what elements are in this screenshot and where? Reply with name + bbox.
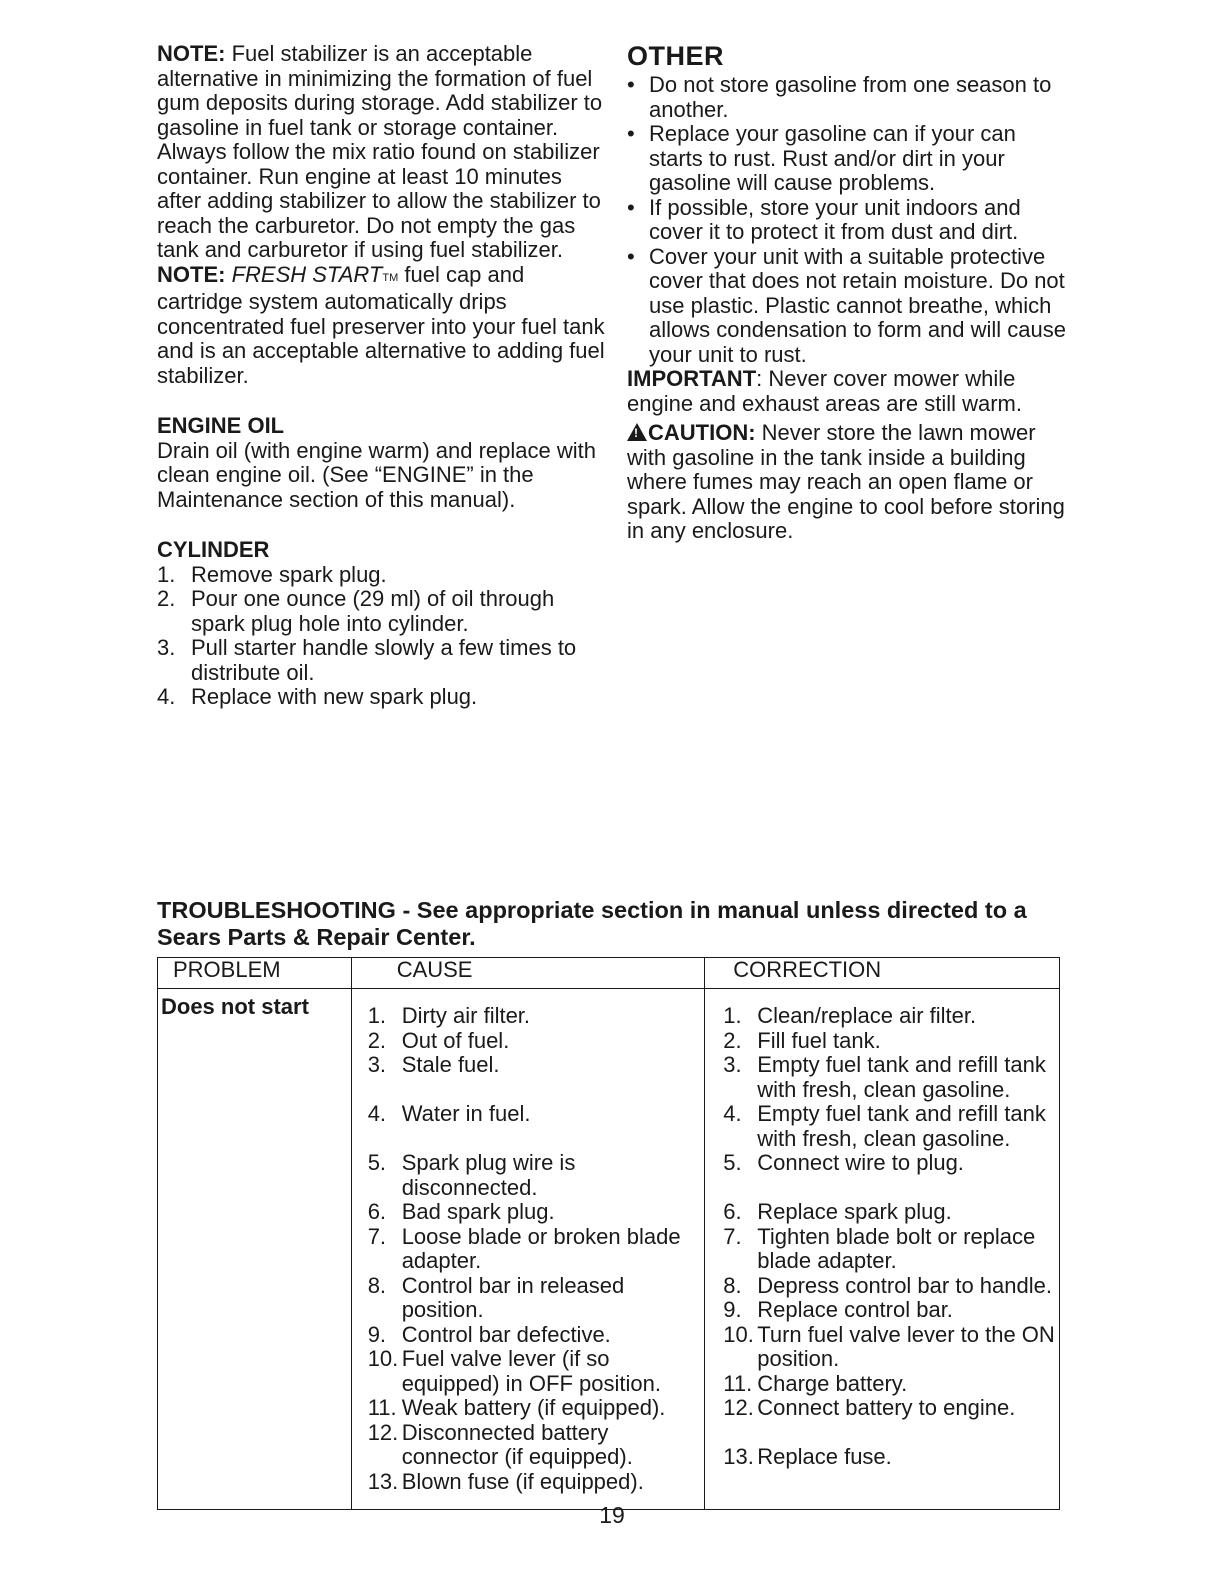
- list-item: [368, 1323, 705, 1348]
- item-number: 10.: [723, 1321, 754, 1347]
- list-item: [627, 73, 1067, 122]
- list-item: [723, 1445, 1059, 1470]
- item-number: 13.: [723, 1444, 754, 1469]
- list-item: [723, 1372, 1059, 1397]
- spacer: [368, 1127, 705, 1152]
- left-column: [157, 42, 607, 710]
- spacer: [723, 1176, 1059, 1201]
- caution-text: Never store the lawn mower with gasoline in the tank inside a building where fumes may reach an open flame or spark. Allow the engine to cool before storing in any enclosure.: [627, 420, 1065, 543]
- note-text: fuel cap and cartridge system automatically drips concentrated fuel preserver into your fuel tank and is an acceptable alternative to adding fuel stabilizer.: [157, 261, 605, 388]
- list-item: [368, 1029, 705, 1054]
- bullet-text: Replace your gasoline can if your can starts to rust. Rust and/or dirt in your gasoline will cause problems.: [649, 121, 1016, 195]
- trademark-mark: TM: [382, 271, 399, 284]
- spacer: [723, 1421, 1059, 1446]
- list-item: [368, 1053, 705, 1078]
- page-number: 19: [599, 1502, 625, 1528]
- item-text: Tighten blade bolt or replace blade adapter.: [757, 1223, 1036, 1273]
- item-text: Stale fuel.: [401, 1052, 500, 1077]
- list-item: [368, 1225, 705, 1274]
- item-text: Dirty air filter.: [401, 1003, 531, 1028]
- step-text: Pour one ounce (29 ml) of oil through spark plug hole into cylinder.: [191, 586, 555, 636]
- important-label: IMPORTANT: [627, 366, 757, 391]
- fresh-start-note: [157, 263, 607, 389]
- cause-header: CAUSE: [351, 958, 705, 989]
- item-text: Empty fuel tank and refill tank with fresh, clean gasoline.: [757, 1052, 1046, 1102]
- item-number: 12.: [367, 1419, 399, 1445]
- item-text: Replace spark plug.: [757, 1199, 952, 1224]
- step-text: Remove spark plug.: [191, 561, 387, 587]
- causes-list: [368, 1004, 705, 1494]
- item-text: Disconnected battery connector (if equipped).: [401, 1419, 633, 1469]
- list-item: [368, 1421, 705, 1470]
- note-label: NOTE:: [157, 261, 226, 287]
- item-text: Weak battery (if equipped).: [401, 1395, 666, 1420]
- item-text: Depress control bar to handle.: [757, 1272, 1052, 1298]
- item-number: 5.: [723, 1150, 742, 1175]
- list-item: [723, 1298, 1059, 1323]
- item-number: 11.: [367, 1395, 397, 1420]
- troubleshooting-title: TROUBLESHOOTING - See appropriate section in manual unless directed to a Sears Parts & Repair Center.: [157, 897, 1027, 950]
- item-number: 4.: [723, 1101, 742, 1126]
- item-text: Clean/replace air filter.: [757, 1003, 977, 1028]
- item-number: 8.: [367, 1272, 387, 1298]
- list-item: [723, 1151, 1059, 1176]
- item-number: 9.: [723, 1297, 742, 1322]
- list-item: [723, 1200, 1059, 1225]
- item-number: 10.: [367, 1346, 399, 1371]
- note-text: Fuel stabilizer is an acceptable alternative in minimizing the formation of fuel gum deposits during storage. Add stabilizer to gasoline in fuel tank or storage container. Always follow the mix ratio found on stabilizer container. Run engine at least 10 minutes after adding stabilizer to allow the stabilizer to reach the carburetor. Do not empty the gas tank and carburetor if using fuel stabilizer.: [157, 41, 603, 262]
- right-column: [627, 42, 1067, 544]
- important-text: : Never cover mower while engine and exhaust areas are still warm.: [627, 366, 1022, 416]
- item-text: Fuel valve lever (if so equipped) in OFF position.: [401, 1346, 661, 1396]
- item-text: Charge battery.: [757, 1370, 908, 1396]
- step-text: Pull starter handle slowly a few times to distribute oil.: [191, 635, 577, 685]
- problem-cell: Does not start: [158, 989, 352, 1510]
- item-number: 8.: [723, 1272, 742, 1298]
- cylinder-heading: CYLINDER: [157, 537, 270, 562]
- step-number: 1.: [157, 561, 176, 587]
- list-item: [627, 122, 1067, 196]
- item-number: 7.: [723, 1223, 742, 1249]
- item-text: Turn fuel valve lever to the ON position.: [757, 1321, 1055, 1371]
- item-text: Empty fuel tank and refill tank with fresh, clean gasoline.: [757, 1101, 1046, 1151]
- item-number: 12.: [723, 1395, 754, 1420]
- item-number: 1.: [723, 1003, 742, 1028]
- list-item: [723, 1004, 1059, 1029]
- item-number: 2.: [367, 1027, 387, 1053]
- other-bullets: [627, 73, 1067, 367]
- list-item: [368, 1347, 705, 1396]
- list-item: [627, 245, 1067, 368]
- list-item: [157, 685, 607, 710]
- spacer: [368, 1078, 705, 1103]
- item-text: Replace control bar.: [757, 1297, 953, 1322]
- list-item: [723, 1225, 1059, 1274]
- list-item: [723, 1396, 1059, 1421]
- step-number: 2.: [157, 586, 176, 611]
- item-number: 11.: [723, 1370, 753, 1396]
- bullet-icon: •: [627, 72, 635, 97]
- list-item: [723, 1102, 1059, 1151]
- list-item: [368, 1396, 705, 1421]
- item-number: 6.: [367, 1199, 387, 1224]
- item-text: Blown fuse (if equipped).: [401, 1468, 644, 1494]
- item-text: Out of fuel.: [401, 1027, 510, 1053]
- item-number: 9.: [367, 1321, 387, 1347]
- corrections-list: [723, 1004, 1059, 1470]
- item-number: 3.: [723, 1052, 742, 1077]
- causes-cell: [351, 989, 705, 1510]
- item-text: Connect wire to plug.: [757, 1150, 964, 1175]
- item-text: Loose blade or broken blade adapter.: [401, 1223, 681, 1273]
- item-text: Fill fuel tank.: [757, 1027, 881, 1053]
- table-header-row: [158, 958, 1060, 989]
- list-item: [368, 1470, 705, 1495]
- list-item: [157, 636, 607, 685]
- bullet-text: Cover your unit with a suitable protective cover that does not retain moisture. Do not use plastic. Plastic cannot breathe, which allows condensation to form and will cause your unit to rust.: [649, 243, 1067, 367]
- list-item: [723, 1323, 1059, 1372]
- list-item: [368, 1200, 705, 1225]
- step-number: 3.: [157, 635, 176, 660]
- list-item: [723, 1274, 1059, 1299]
- list-item: [157, 587, 607, 636]
- bullet-text: Do not store gasoline from one season to another.: [649, 72, 1052, 122]
- engine-oil-text: Drain oil (with engine warm) and replace with clean engine oil. (See “ENGINE” in the Maintenance section of this manual).: [157, 437, 596, 512]
- step-number: 4.: [157, 684, 176, 709]
- engine-oil-heading: ENGINE OIL: [157, 413, 285, 438]
- bullet-icon: •: [627, 243, 635, 269]
- item-number: 4.: [367, 1101, 387, 1126]
- item-number: 7.: [367, 1223, 387, 1249]
- caution-note: [627, 421, 1067, 544]
- item-number: 6.: [723, 1199, 742, 1224]
- important-note: [627, 367, 1067, 416]
- corrections-cell: [705, 989, 1060, 1510]
- item-text: Replace fuse.: [757, 1444, 892, 1469]
- list-item: [157, 563, 607, 588]
- correction-header: CORRECTION: [705, 958, 1060, 989]
- list-item: [368, 1102, 705, 1127]
- bullet-icon: •: [627, 194, 635, 220]
- troubleshooting-table: [157, 957, 1060, 1510]
- caution-label: CAUTION:: [648, 420, 756, 445]
- item-text: Spark plug wire is disconnected.: [401, 1150, 576, 1200]
- list-item: [723, 1053, 1059, 1102]
- list-item: [368, 1274, 705, 1323]
- note-label: NOTE:: [157, 41, 226, 66]
- item-text: Control bar in released position.: [401, 1272, 625, 1322]
- list-item: [723, 1029, 1059, 1054]
- problem-header: PROBLEM: [158, 958, 352, 989]
- item-number: 2.: [723, 1027, 742, 1053]
- item-text: Connect battery to engine.: [757, 1395, 1016, 1420]
- list-item: [368, 1151, 705, 1200]
- bullet-text: If possible, store your unit indoors and cover it to protect it from dust and dirt.: [649, 194, 1021, 244]
- fresh-start-brand: FRESH START: [231, 261, 383, 287]
- bullet-icon: •: [627, 121, 635, 146]
- other-heading: OTHER: [627, 41, 724, 71]
- cylinder-steps: [157, 563, 607, 710]
- step-text: Replace with new spark plug.: [191, 684, 478, 709]
- table-row: [158, 989, 1060, 1510]
- item-number: 13.: [367, 1468, 399, 1494]
- item-number: 3.: [367, 1052, 387, 1077]
- item-number: 5.: [367, 1150, 387, 1175]
- fuel-stabilizer-note: [157, 42, 607, 263]
- list-item: [368, 1004, 705, 1029]
- item-text: Water in fuel.: [401, 1101, 531, 1126]
- item-number: 1.: [367, 1003, 387, 1028]
- warning-triangle-icon: [627, 423, 647, 441]
- item-text: Control bar defective.: [401, 1321, 611, 1347]
- list-item: [627, 196, 1067, 245]
- item-text: Bad spark plug.: [401, 1199, 555, 1224]
